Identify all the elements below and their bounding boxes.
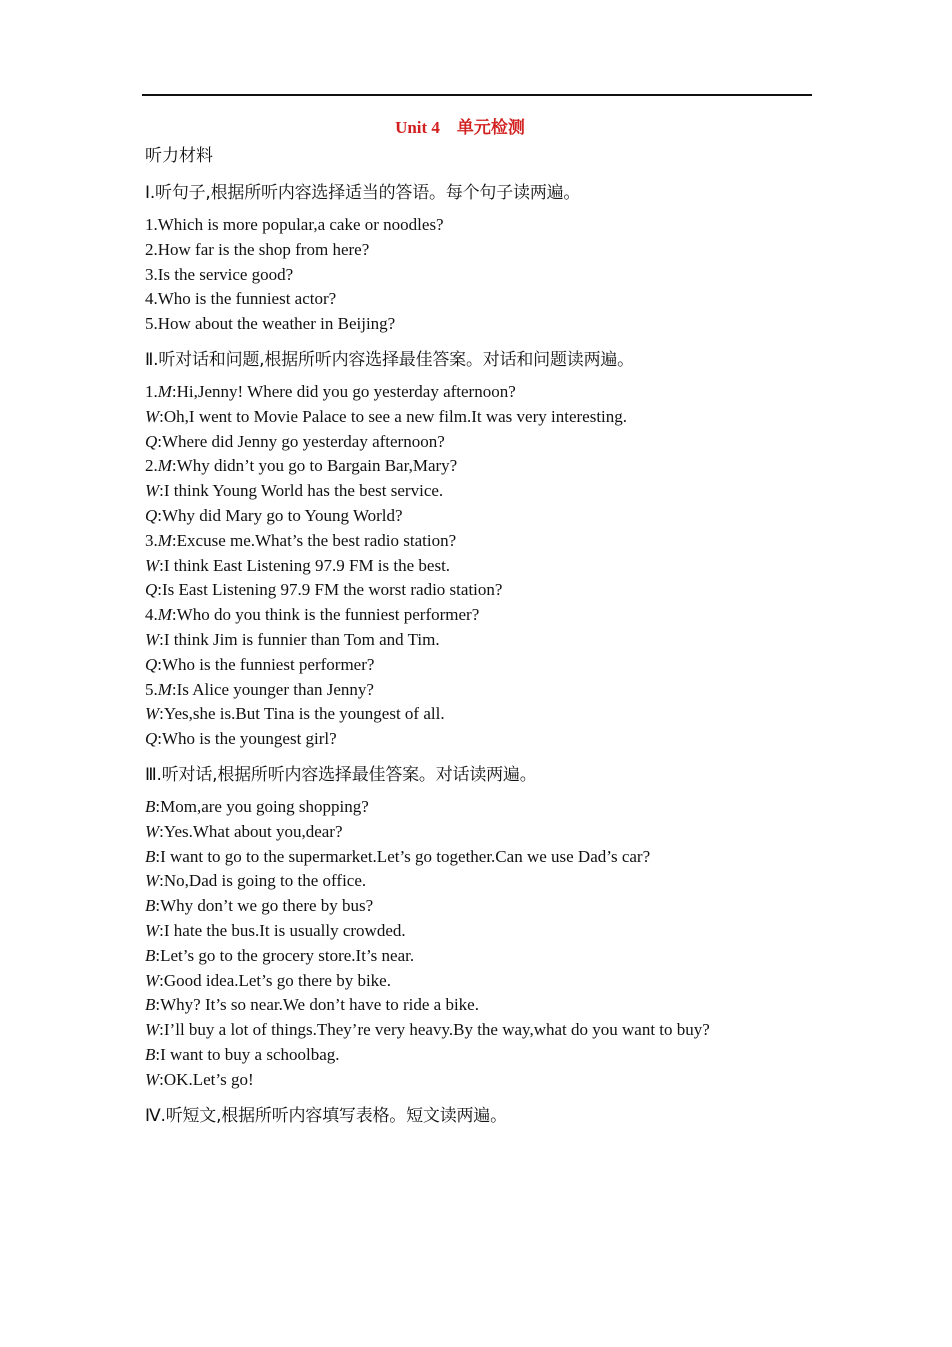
dialogue-line: Q:Who is the funniest performer?	[145, 654, 375, 674]
section-4	[145, 1103, 785, 1129]
dialogue-line: W:I’ll buy a lot of things.They’re very heavy.By the way,what do you want to buy?	[145, 1020, 710, 1040]
speaker-label: W	[145, 555, 160, 575]
section-3	[145, 762, 785, 1093]
dialogue-line: Q:Is East Listening 97.9 FM the worst radio station?	[145, 580, 503, 600]
sentence-line: 5.How about the weather in Beijing?	[145, 314, 396, 334]
dialogue-line: W:Oh,I went to Movie Palace to see a new film.It was very interesting.	[145, 406, 628, 426]
page-title: Unit 4 单元检测	[395, 118, 525, 137]
speaker-label: B	[145, 1044, 156, 1064]
dialogue-line: W:No,Dad is going to the office.	[145, 871, 367, 891]
speaker-label: Q	[145, 654, 158, 674]
speaker-label: W	[145, 1069, 160, 1089]
dialogue-line: 3.M:Excuse me.What’s the best radio station?	[145, 530, 457, 550]
section-2	[145, 347, 785, 752]
dialogue-line: 1.M:Hi,Jenny! Where did you go yesterday afternoon?	[145, 381, 516, 401]
speaker-label: W	[145, 704, 160, 724]
speaker-label: M	[157, 679, 172, 699]
speaker-label: M	[157, 456, 172, 476]
sentence-line: 3.Is the service good?	[145, 264, 294, 284]
speaker-label: Q	[145, 580, 158, 600]
section-heading: Ⅲ.听对话,根据所听内容选择最佳答案。对话读两遍。	[145, 764, 537, 785]
speaker-label: W	[145, 821, 160, 841]
dialogue-line: W:I hate the bus.It is usually crowded.	[145, 920, 406, 940]
speaker-label: W	[145, 481, 160, 501]
speaker-label: M	[157, 605, 172, 625]
section-heading: Ⅳ.听短文,根据所听内容填写表格。短文读两遍。	[145, 1105, 507, 1126]
dialogue-line: 4.M:Who do you think is the funniest performer?	[145, 605, 480, 625]
speaker-label: W	[145, 920, 160, 940]
dialogue-line: Q:Where did Jenny go yesterday afternoon?	[145, 431, 445, 451]
speaker-label: Q	[145, 431, 158, 451]
speaker-label: W	[145, 629, 160, 649]
speaker-label: W	[145, 970, 160, 990]
dialogue-line: B:I want to go to the supermarket.Let’s go together.Can we use Dad’s car?	[145, 846, 651, 866]
dialogue-line: W:Good idea.Let’s go there by bike.	[145, 970, 391, 990]
dialogue-line: W:Yes.What about you,dear?	[145, 821, 343, 841]
speaker-label: B	[145, 846, 156, 866]
speaker-label: W	[145, 406, 160, 426]
speaker-label: M	[157, 381, 172, 401]
dialogue-line: B:Let’s go to the grocery store.It’s near.	[145, 945, 415, 965]
dialogue-line: Q:Why did Mary go to Young World?	[145, 505, 403, 525]
speaker-label: W	[145, 871, 160, 891]
dialogue-line: 5.M:Is Alice younger than Jenny?	[145, 679, 374, 699]
dialogue-line: B:Mom,are you going shopping?	[145, 796, 369, 816]
speaker-label: W	[145, 1020, 160, 1040]
dialogue-line: B:Why? It’s so near.We don’t have to ride a bike.	[145, 995, 479, 1015]
page-subtitle: 听力材料	[145, 146, 213, 166]
speaker-label: B	[145, 896, 156, 916]
section-heading: Ⅱ.听对话和问题,根据所听内容选择最佳答案。对话和问题读两遍。	[145, 349, 634, 370]
dialogue-line: 2.M:Why didn’t you go to Bargain Bar,Mary?	[145, 456, 458, 476]
dialogue-line: W:I think East Listening 97.9 FM is the best.	[145, 555, 451, 575]
sentence-line: 2.How far is the shop from here?	[145, 239, 370, 259]
dialogue-line: W:I think Jim is funnier than Tom and Tim.	[145, 629, 440, 649]
sentence-line: 1.Which is more popular,a cake or noodles?	[145, 215, 444, 234]
speaker-label: B	[145, 945, 156, 965]
dialogue-line: B:I want to buy a schoolbag.	[145, 1044, 340, 1064]
speaker-label: B	[145, 796, 156, 816]
top-rule	[142, 94, 812, 96]
speaker-label: Q	[145, 729, 158, 749]
dialogue-line: W:Yes,she is.But Tina is the youngest of all.	[145, 704, 445, 724]
dialogue-line: B:Why don’t we go there by bus?	[145, 896, 374, 916]
dialogue-line: W:OK.Let’s go!	[145, 1069, 254, 1089]
dialogue-line: Q:Who is the youngest girl?	[145, 729, 337, 749]
section-heading: Ⅰ.听句子,根据所听内容选择适当的答语。每个句子读两遍。	[145, 183, 581, 203]
speaker-label: M	[157, 530, 172, 550]
speaker-label: Q	[145, 505, 158, 525]
sentence-line: 4.Who is the funniest actor?	[145, 289, 337, 309]
document-body	[145, 114, 785, 1136]
section-1	[145, 180, 785, 337]
speaker-label: B	[145, 995, 156, 1015]
dialogue-line: W:I think Young World has the best service.	[145, 481, 444, 501]
